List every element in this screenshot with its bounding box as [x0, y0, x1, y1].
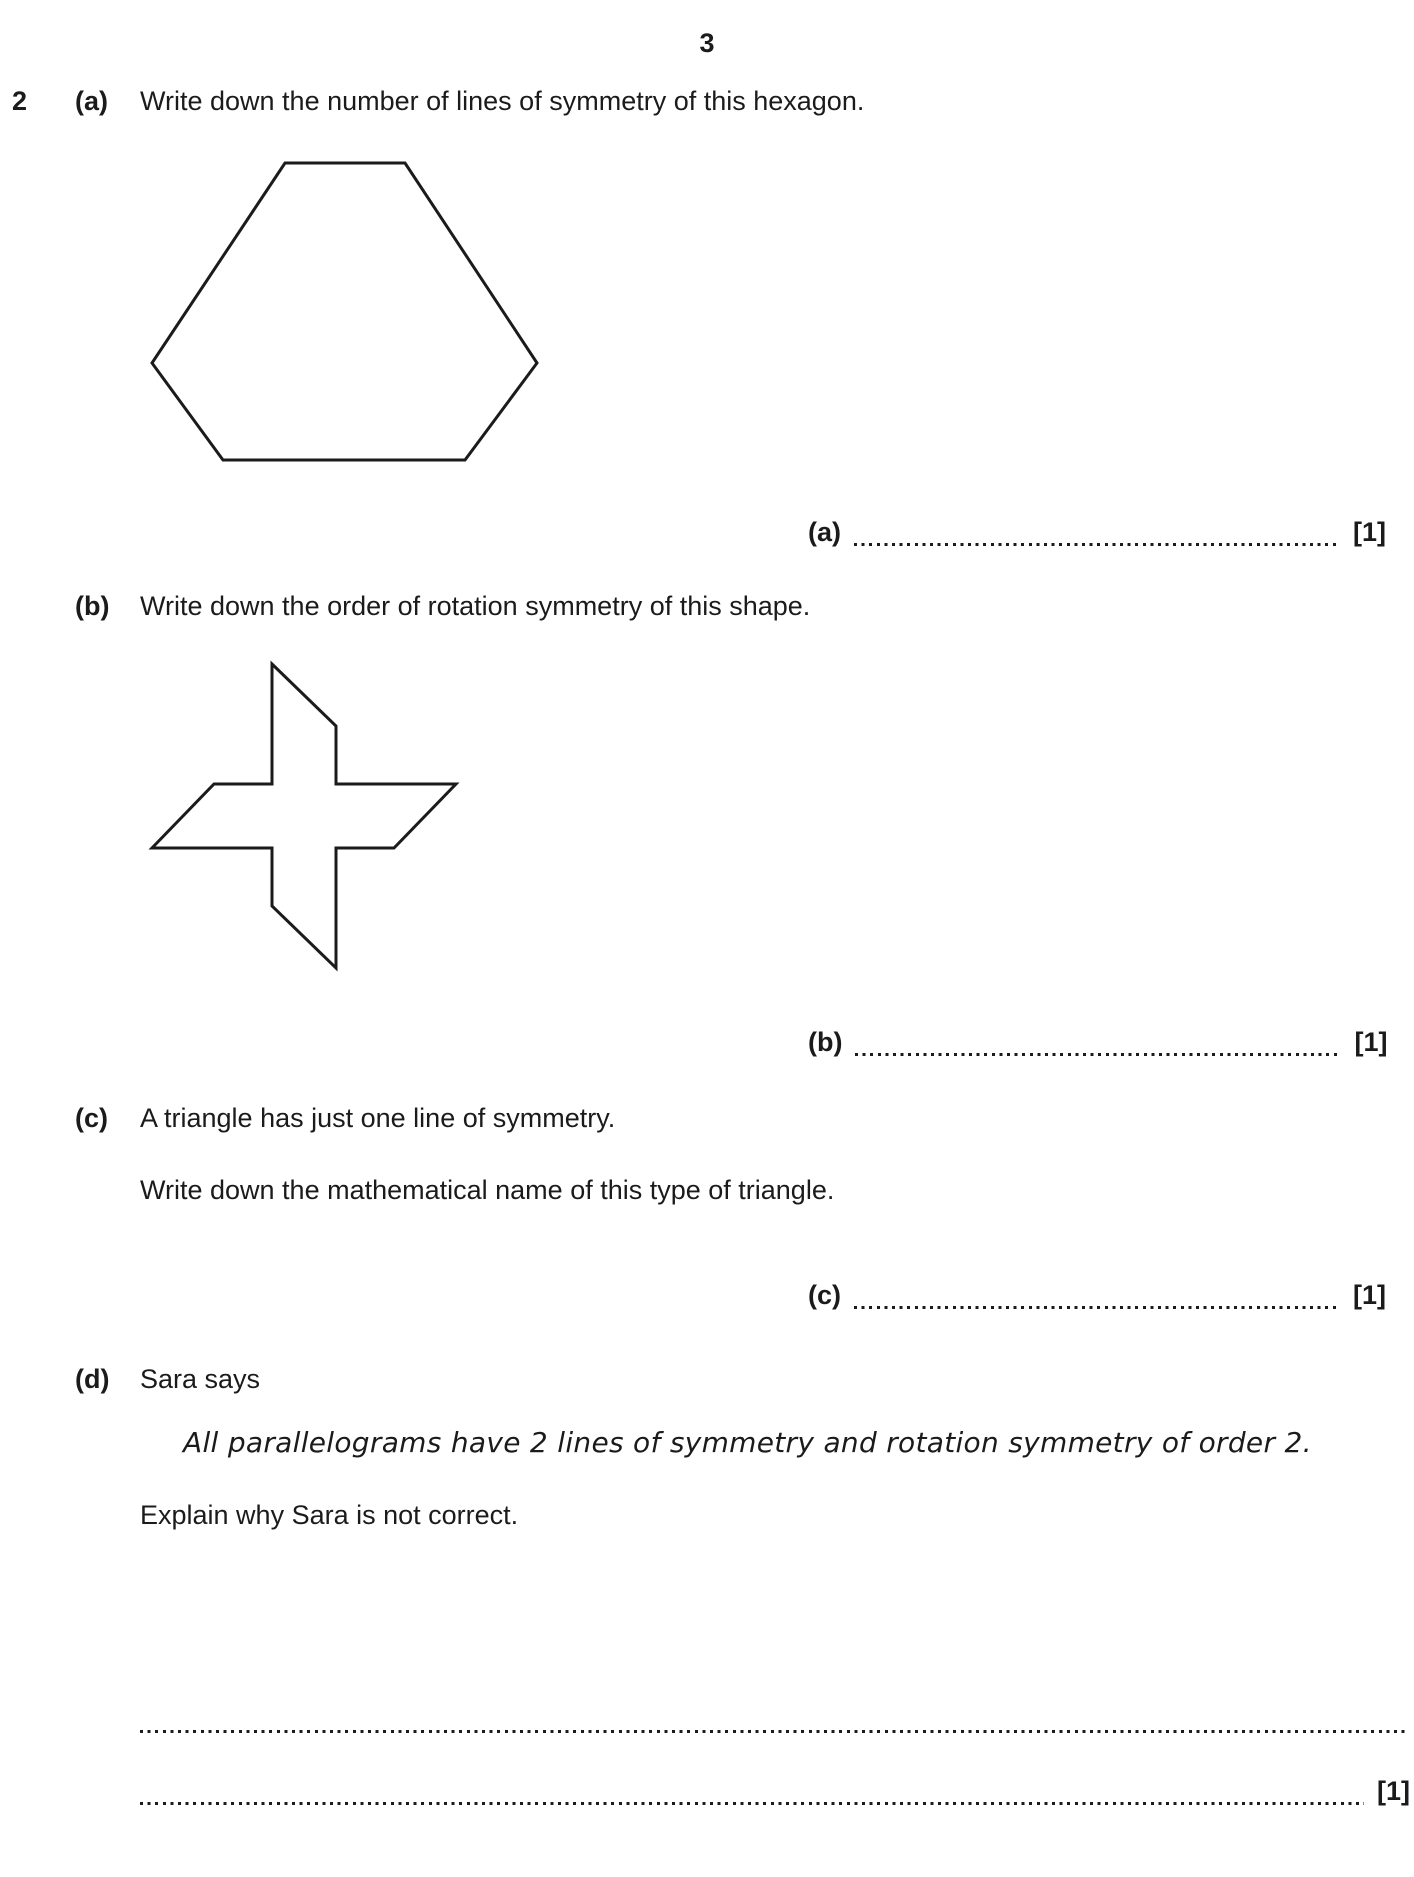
answer-dotted-line-a	[854, 515, 1340, 549]
page-number: 3	[699, 28, 715, 58]
answer-dotted-line-c	[854, 1278, 1340, 1312]
answer-row-c	[808, 1278, 1386, 1312]
answer-row-b	[808, 1025, 1387, 1059]
marks-a: [1]	[1353, 517, 1386, 547]
question-number: 2	[12, 86, 28, 116]
part-c-label: (c)	[75, 1103, 108, 1133]
hexagon-shape	[152, 163, 537, 460]
part-c-prompt: Write down the mathematical name of this type of triangle.	[140, 1175, 835, 1205]
answer-dotted-line-d2	[140, 1774, 1364, 1808]
part-d-label: (d)	[75, 1364, 110, 1394]
marks-d: [1]	[1377, 1776, 1410, 1806]
answer-row-d	[140, 1774, 1410, 1808]
part-b-prompt: Write down the order of rotation symmetry of this shape.	[140, 591, 811, 621]
part-d-prompt: Explain why Sara is not correct.	[140, 1500, 519, 1530]
marks-c: [1]	[1353, 1280, 1386, 1310]
part-c-statement: A triangle has just one line of symmetry.	[140, 1103, 616, 1133]
answer-row-a	[808, 515, 1386, 549]
part-d-quote: All parallelograms have 2 lines of symmetry and rotation symmetry of order 2.	[183, 1426, 1312, 1459]
part-a-label: (a)	[75, 86, 108, 116]
answer-label-a: (a)	[808, 517, 841, 547]
part-d-intro: Sara says	[140, 1364, 261, 1394]
answer-dotted-line-b	[855, 1025, 1341, 1059]
answer-dotted-line-d1	[140, 1700, 1408, 1733]
answer-label-b: (b)	[808, 1027, 843, 1057]
part-a-prompt: Write down the number of lines of symmetry of this hexagon.	[140, 86, 865, 116]
part-b-label: (b)	[75, 591, 110, 621]
marks-b: [1]	[1354, 1027, 1388, 1057]
answer-label-c: (c)	[808, 1280, 841, 1310]
pinwheel-shape	[152, 664, 456, 968]
